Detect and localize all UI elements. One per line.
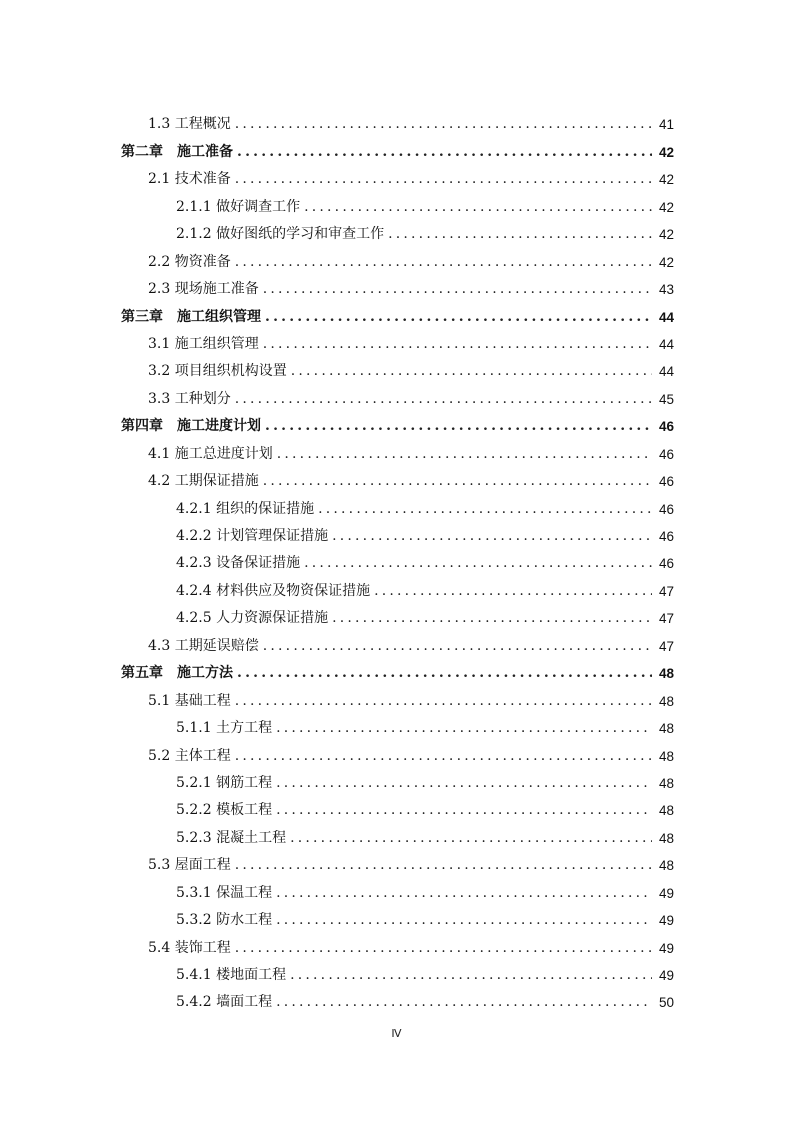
- toc-entry-page-number: 41: [658, 117, 674, 133]
- toc-entry-title: 5.3.1 保温工程: [176, 884, 273, 901]
- toc-entry-page-number: 47: [658, 583, 674, 599]
- toc-dot-leader: [276, 715, 652, 742]
- toc-entry[interactable]: [121, 989, 674, 1016]
- toc-entry-page-number: 44: [658, 309, 674, 325]
- toc-entry-page-number: 49: [658, 913, 674, 929]
- toc-entry-title: 第三章 施工组织管理: [121, 308, 261, 325]
- toc-entry-title: 4.2.2 计划管理保证措施: [176, 528, 329, 544]
- toc-entry[interactable]: [121, 550, 674, 577]
- toc-dot-leader: [265, 304, 652, 331]
- toc-entry[interactable]: [121, 770, 674, 797]
- toc-entry-page-number: 43: [658, 282, 674, 298]
- toc-entry-page-number: 48: [658, 830, 674, 846]
- toc-entry-title: 4.3 工期延误赔偿: [148, 637, 259, 654]
- toc-dot-leader: [276, 770, 652, 797]
- toc-entry[interactable]: [121, 660, 674, 687]
- toc-entry-title: 4.2.3 设备保证措施: [176, 555, 301, 572]
- toc-dot-leader: [304, 550, 652, 577]
- toc-entry-page-number: 50: [658, 995, 674, 1011]
- toc-entry-page-number: 48: [658, 693, 674, 709]
- toc-entry[interactable]: [121, 495, 674, 522]
- toc-entry-title: 5.2.3 混凝土工程: [176, 829, 287, 846]
- toc-entry[interactable]: [121, 303, 674, 330]
- toc-dot-leader: [332, 605, 652, 632]
- toc-entry-title: 5.1.1 土方工程: [176, 720, 273, 737]
- toc-entry-page-number: 42: [658, 199, 674, 215]
- toc-dot-leader: [304, 194, 652, 221]
- toc-dot-leader: [291, 358, 652, 385]
- toc-entry[interactable]: [121, 111, 674, 138]
- toc-dot-leader: [237, 139, 652, 166]
- toc-entry[interactable]: [121, 331, 674, 358]
- toc-dot-leader: [318, 496, 652, 523]
- toc-entry-title: 2.1.1 做好调查工作: [176, 198, 301, 215]
- toc-entry-title: 4.1 施工总进度计划: [148, 445, 273, 462]
- toc-entry-title: 4.2.1 组织的保证措施: [176, 500, 315, 517]
- toc-dot-leader: [332, 523, 652, 550]
- toc-entry-title: 2.3 现场施工准备: [148, 281, 259, 298]
- toc-entry[interactable]: [121, 742, 674, 769]
- toc-entry[interactable]: [121, 879, 674, 906]
- toc-entry-page-number: 47: [658, 638, 674, 654]
- toc-dot-leader: [388, 221, 652, 248]
- toc-entry-title: 第二章 施工准备: [121, 143, 233, 160]
- toc-dot-leader: [276, 880, 652, 907]
- toc-entry-title: 4.2.5 人力资源保证措施: [176, 610, 329, 627]
- toc-entry[interactable]: [121, 358, 674, 385]
- page-number-footer: Ⅳ: [391, 1028, 402, 1040]
- toc-entry[interactable]: [121, 276, 674, 303]
- toc-entry-page-number: 44: [658, 336, 674, 352]
- toc-entry-page-number: 49: [658, 940, 674, 956]
- toc-entry-page-number: 46: [658, 529, 674, 544]
- toc-entry-title: 5.2.2 模板工程: [176, 802, 273, 819]
- toc-entry[interactable]: [121, 523, 674, 550]
- toc-entry-title: 第五章 施工方法: [121, 665, 233, 682]
- toc-dot-leader: [374, 578, 652, 605]
- toc-dot-leader: [235, 166, 652, 193]
- toc-entry-title: 4.2 工期保证措施: [148, 473, 259, 490]
- toc-entry-page-number: 48: [658, 775, 674, 791]
- toc-entry-page-number: 45: [658, 391, 674, 407]
- toc-dot-leader: [235, 111, 652, 138]
- toc-entry[interactable]: [121, 468, 674, 495]
- toc-dot-leader: [235, 743, 652, 770]
- toc-entry[interactable]: [121, 715, 674, 742]
- toc-entry[interactable]: [121, 852, 674, 879]
- toc-entry-title: 5.2 主体工程: [148, 747, 231, 764]
- toc-entry-page-number: 46: [658, 446, 674, 462]
- toc-entry-page-number: 42: [658, 254, 674, 270]
- toc-dot-leader: [276, 989, 652, 1016]
- toc-entry-title: 2.1.2 做好图纸的学习和审查工作: [176, 226, 385, 243]
- toc-entry[interactable]: [121, 962, 674, 989]
- toc-entry[interactable]: [121, 934, 674, 961]
- toc-dot-leader: [235, 386, 652, 413]
- toc-dot-leader: [276, 797, 652, 824]
- toc-entry[interactable]: [121, 577, 674, 604]
- toc-entry-title: 4.2.4 材料供应及物资保证措施: [176, 582, 371, 599]
- toc-entry-page-number: 49: [658, 968, 674, 983]
- toc-entry-title: 3.2 项目组织机构设置: [148, 363, 287, 380]
- toc-entry-page-number: 42: [658, 172, 674, 188]
- toc-dot-leader: [277, 441, 652, 468]
- toc-entry-title: 3.1 施工组织管理: [148, 335, 259, 352]
- toc-entry-page-number: 47: [658, 611, 674, 627]
- toc-dot-leader: [263, 633, 652, 660]
- toc-dot-leader: [235, 852, 652, 879]
- toc-entry[interactable]: [121, 221, 674, 248]
- toc-entry-page-number: 44: [658, 364, 674, 380]
- toc-dot-leader: [263, 331, 652, 358]
- toc-entry-title: 5.4 装饰工程: [148, 939, 231, 956]
- toc-entry-page-number: 48: [658, 803, 674, 819]
- toc-entry-page-number: 46: [658, 556, 674, 572]
- toc-entry-title: 5.4.1 楼地面工程: [176, 967, 287, 983]
- toc-entry-title: 5.3 屋面工程: [148, 857, 231, 874]
- toc-entry[interactable]: [121, 385, 674, 412]
- toc-dot-leader: [237, 660, 652, 687]
- table-of-contents: [121, 111, 674, 1016]
- toc-dot-leader: [263, 468, 652, 495]
- toc-dot-leader: [265, 413, 652, 440]
- toc-entry-title: 5.4.2 墙面工程: [176, 994, 273, 1011]
- toc-entry[interactable]: [121, 907, 674, 934]
- toc-entry[interactable]: [121, 797, 674, 824]
- toc-entry-title: 2.1 技术准备: [148, 171, 231, 188]
- toc-entry-page-number: 49: [658, 885, 674, 901]
- toc-entry[interactable]: [121, 166, 674, 193]
- toc-entry[interactable]: [121, 605, 674, 632]
- toc-entry-page-number: 48: [658, 666, 674, 682]
- toc-entry[interactable]: [121, 248, 674, 275]
- toc-entry-page-number: 46: [658, 474, 674, 490]
- toc-dot-leader: [290, 962, 652, 989]
- toc-entry[interactable]: [121, 193, 674, 220]
- toc-entry-title: 5.2.1 钢筋工程: [176, 774, 273, 791]
- toc-entry[interactable]: [121, 632, 674, 659]
- toc-entry-page-number: 42: [658, 144, 674, 160]
- toc-entry-title: 5.1 基础工程: [148, 692, 231, 709]
- toc-dot-leader: [263, 276, 652, 303]
- toc-entry-title: 3.3 工种划分: [148, 390, 231, 407]
- toc-entry-page-number: 42: [658, 227, 674, 243]
- toc-entry-title: 5.3.2 防水工程: [176, 912, 273, 929]
- toc-entry-page-number: 48: [658, 748, 674, 764]
- toc-dot-leader: [235, 249, 652, 276]
- toc-entry-title: 1.3 工程概况: [148, 116, 231, 133]
- toc-dot-leader: [276, 907, 652, 934]
- toc-entry-page-number: 48: [658, 858, 674, 874]
- toc-entry[interactable]: [121, 413, 674, 440]
- toc-entry-page-number: 46: [658, 419, 674, 435]
- toc-entry-title: 第四章 施工进度计划: [121, 418, 261, 435]
- toc-dot-leader: [290, 825, 652, 852]
- toc-entry[interactable]: [121, 687, 674, 714]
- toc-entry[interactable]: [121, 138, 674, 165]
- toc-entry[interactable]: [121, 440, 674, 467]
- toc-entry-title: 2.2 物资准备: [148, 253, 231, 270]
- toc-entry-page-number: 46: [658, 501, 674, 517]
- toc-entry[interactable]: [121, 824, 674, 851]
- toc-entry-page-number: 48: [658, 721, 674, 737]
- toc-dot-leader: [235, 935, 652, 962]
- toc-dot-leader: [235, 688, 652, 715]
